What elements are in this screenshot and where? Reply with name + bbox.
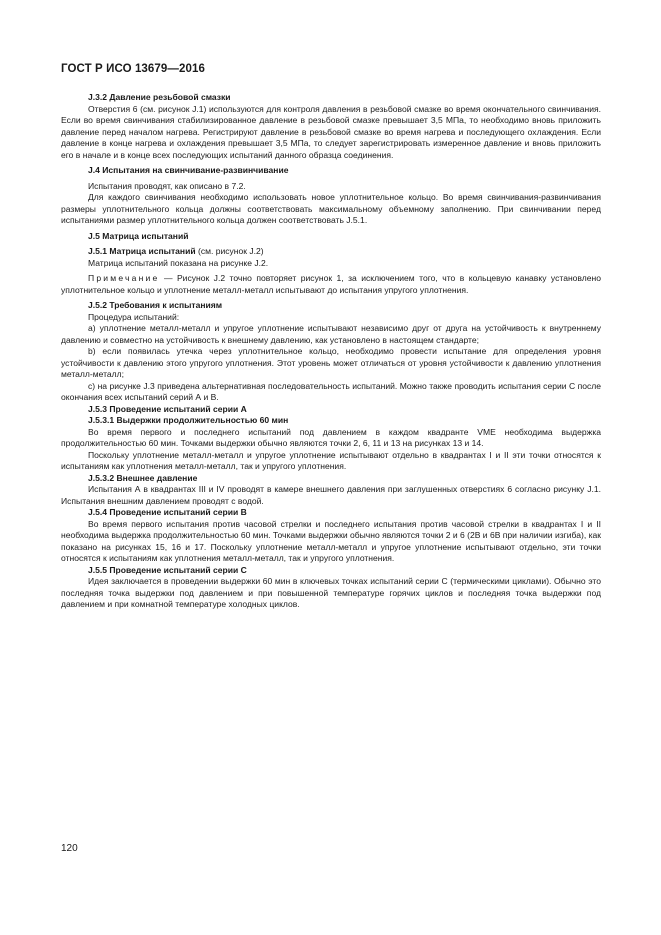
note-label: Примечание [88,273,160,283]
section-j55-title: J.5.5 Проведение испытаний серии С [88,564,247,575]
section-j51-title: J.5.1 Матрица испытаний [88,246,196,256]
section-j531-paragraph-2: Поскольку уплотнение металл-металл и упругое уплотнение испытывают отдельно в квадрантах I и II эти точки относятся к испытаниям как уплотнения металл-металл, так и упругого уплотнения. [61,449,601,471]
section-j532-paragraph: Испытания А в квадрантах III и IV проводят в камере внешнего давления при заглушенных отверстиях 6 согласно рисунку J.1. Испытания внешним давлением проводят с водой. [61,484,601,506]
section-j5-title: J.5 Матрица испытаний [88,230,189,241]
section-j53-title: J.5.3 Проведение испытаний серии А [88,403,247,414]
standard-header: ГОСТ Р ИСО 13679—2016 [61,63,206,75]
section-j532-title: J.5.3.2 Внешнее давление [88,472,198,483]
section-j52-item-b: b) если появилась утечка через уплотнительное кольцо, необходимо провести испытание для определения уровня устойчивости к давлению этого упругого уплотнения. Этот уровень может отличаться от уровня устойчивости к давлению уплотнения металл-металл; [61,346,601,379]
section-j531-paragraph-1: Во время первого и последнего испытаний под давлением в каждом квадранте VME необходима выдержка продолжительностью 60 мин. Точками выдержки обычно являются точки 2, 6, 11 и 13 на рисунках 13 и 14. [61,426,601,448]
note-text: — Рисунок J.2 точно повторяет рисунок 1, за исключением того, что в кольцевую канавку установлено уплотнительное кольцо и уплотнение металл-металл испытывают до испытания упругого уплотнения. [61,273,601,295]
section-j51-heading [61,246,601,258]
section-j55-paragraph: Идея заключается в проведении выдержки 60 мин в ключевых точках испытаний серии С (термическими циклами). Обычно это последняя точка выдержки под давлением и при повышенной температуре горячих циклов и последняя точка выдержки под давлением и при комнатной температуре холодных циклов. [61,576,601,609]
section-j51-paragraph: Матрица испытаний показана на рисунке J.2. [88,257,269,268]
section-j32-paragraph: Отверстия 6 (см. рисунок J.1) используются для контроля давления в резьбовой смазке во время окончательного свинчивания. Если во время свинчивания стабилизированное давление в резьбовой смазке превышает 3,5 МПа, то необходимо вновь приложить давление перед началом нагрева. Регистрируют давление в резьбовой смазке во время нагрева и последующего охлаждения. Если давление в конце нагрева и охлаждения превышает 3,5 МПа, то следует зарегистрировать измеренное давление и вновь приложить его в начале и в конце всех последующих испытаний данного образца соединения. [61,103,601,160]
note-paragraph [61,273,601,296]
section-j32-title: J.3.2 Давление резьбовой смазки [88,92,231,102]
section-j4-paragraph-2: Для каждого свинчивания необходимо использовать новое уплотнительное кольцо. Во время свинчивания-развинчивания размеры уплотнительного кольца должны соответствовать максимальному объемному заполнению. При свинчивании перед испытаниями размер уплотнительного кольца должен соответствовать J.5.1. [61,192,601,225]
section-j51-figure-ref: (см. рисунок J.2) [195,246,264,256]
section-j4-title: J.4 Испытания на свинчивание-развинчивание [88,165,289,175]
section-j52-item-c: с) на рисунке J.3 приведена альтернативная последовательность испытаний. Можно также проводить испытания серии С после окончания всех испытаний серий А и В. [61,380,601,402]
section-j52-title: J.5.2 Требования к испытаниям [88,300,223,310]
section-j531-title: J.5.3.1 Выдержки продолжительностью 60 мин [88,415,289,425]
section-j4-paragraph-1: Испытания проводят, как описано в 7.2. [88,180,246,191]
section-j54-title: J.5.4 Проведение испытаний серии В [88,507,247,517]
section-j52-intro: Процедура испытаний: [88,311,180,322]
section-j52-item-a: а) уплотнение металл-металл и упругое уплотнение испытывают независимо друг от друга на устойчивость к внутреннему давлению и совместно на устойчивость к внешнему давлению, как установлено в настоящем стандарте; [61,323,601,345]
page-content [61,92,601,611]
page-number: 120 [61,843,78,854]
section-j54-paragraph: Во время первого испытания против часовой стрелки и последнего испытания против часовой стрелки в квадрантах I и II необходима выдержка продолжительностью 60 мин. Точками выдержки обычно являются точки 2 и 6 (2В и 6В при наличии изгиба), как показано на рисунках 15, 16 и 17. Поскольку уплотнение металл-металл и упругое уплотнение испытывают отдельно, эти точки относятся к испытаниям как уплотнения металл-металл, так и упругого уплотнения. [61,518,601,563]
